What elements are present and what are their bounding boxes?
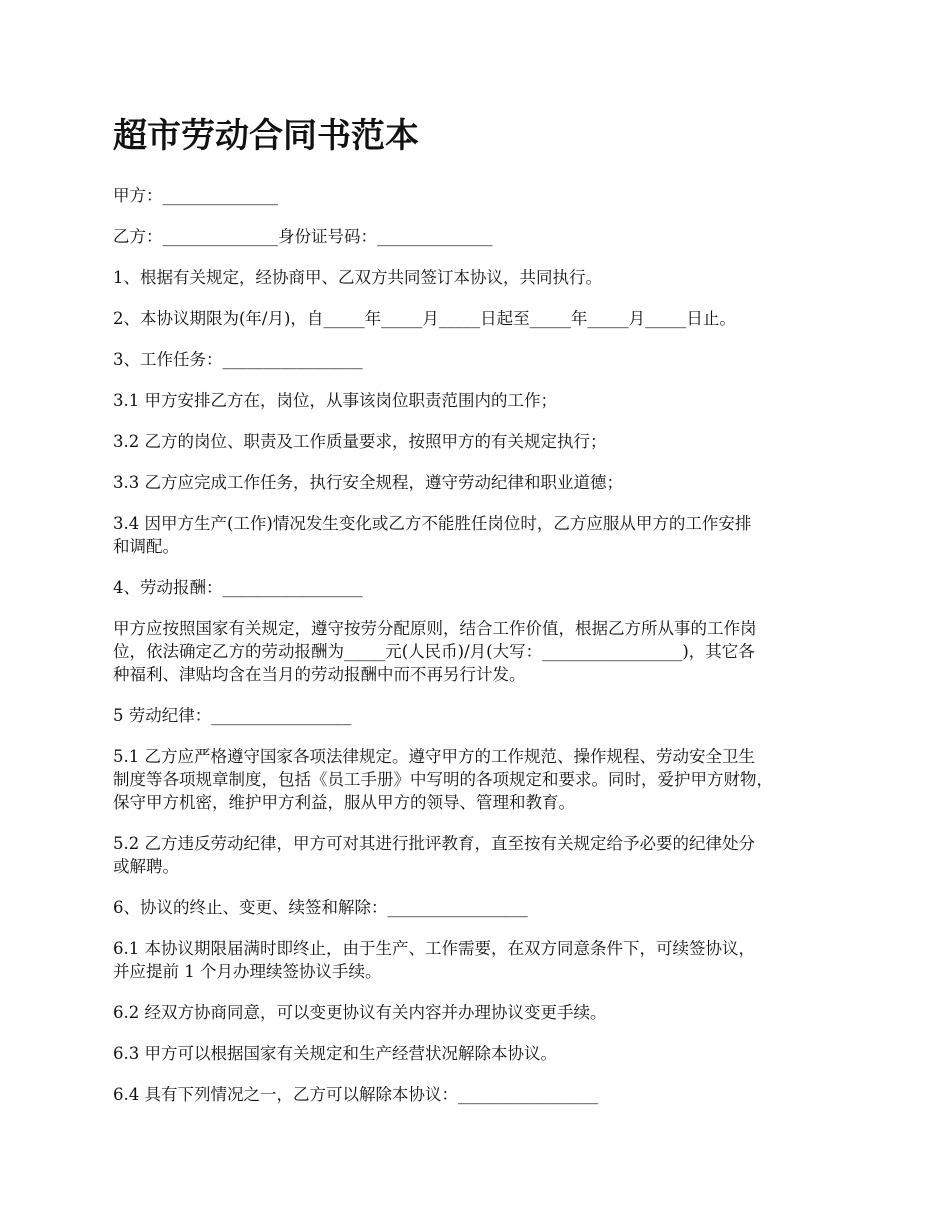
party-b-line: 乙方：______________身份证号码：______________ xyxy=(113,227,493,246)
clause-6-3: 6.3 甲方可以根据国家有关规定和生产经营状况解除本协议。 xyxy=(113,1044,557,1063)
clause-3-3: 3.3 乙方应完成工作任务，执行安全规程，遵守劳动纪律和职业道德； xyxy=(113,473,623,492)
clause-6-2: 6.2 经双方协商同意，可以变更协议有关内容并办理协议变更手续。 xyxy=(113,1003,607,1022)
clause-3-heading: 3、工作任务：_________________ xyxy=(113,350,363,369)
clause-6-1: 6.1 本协议期限届满时即终止，由于生产、工作需要，在双方同意条件下，可续签协议， 并应提前 1 个月办理续签协议手续。 xyxy=(113,939,755,981)
clause-5-1: 5.1 乙方应严格遵守国家各项法律规定。遵守甲方的工作规范、操作规程、劳动安全卫生 制度等各项规章制度，包括《员工手册》中写明的各项规定和要求。同时，爱护甲方财物， 保守甲方机密，维护甲方利益，服从甲方的领导、管理和教育。 xyxy=(113,747,773,812)
clause-6-4: 6.4 具有下列情况之一，乙方可以解除本协议：_________________ xyxy=(113,1085,599,1104)
clause-3-1: 3.1 甲方安排乙方在，岗位，从事该岗位职责范围内的工作； xyxy=(113,391,557,410)
clause-5-heading: 5 劳动纪律：_________________ xyxy=(113,706,352,725)
clause-3-4: 3.4 因甲方生产(工作)情况发生变化或乙方不能胜任岗位时，乙方应服从甲方的工作安排 和调配。 xyxy=(113,514,752,556)
clause-1: 1、根据有关规定，经协商甲、乙双方共同签订本协议，共同执行。 xyxy=(113,268,602,287)
clause-6-heading: 6、协议的终止、变更、续签和解除：_________________ xyxy=(113,898,528,917)
document-body xyxy=(113,108,853,1124)
clause-2-term: 2、本协议期限为(年/月)，自_____年_____月_____日起至_____年_____月_____日止。 xyxy=(113,309,736,328)
clause-4-body: 甲方应按照国家有关规定，遵守按劳分配原则，结合工作价值，根据乙方所从事的工作岗 位，依法确定乙方的劳动报酬为_____元(人民币)/月(大写：_________________)，其它各 种福利、津贴均含在当月的劳动报酬中而不再另行计发。 xyxy=(113,619,757,684)
clause-5-2: 5.2 乙方违反劳动纪律，甲方可对其进行批评教育，直至按有关规定给予必要的纪律处分 或解聘。 xyxy=(113,834,755,876)
party-a-line: 甲方：______________ xyxy=(113,186,278,205)
clause-3-2: 3.2 乙方的岗位、职责及工作质量要求，按照甲方的有关规定执行； xyxy=(113,432,607,451)
clause-4-heading: 4、劳动报酬：_________________ xyxy=(113,578,363,597)
document-title: 超市劳动合同书范本 xyxy=(113,116,419,156)
